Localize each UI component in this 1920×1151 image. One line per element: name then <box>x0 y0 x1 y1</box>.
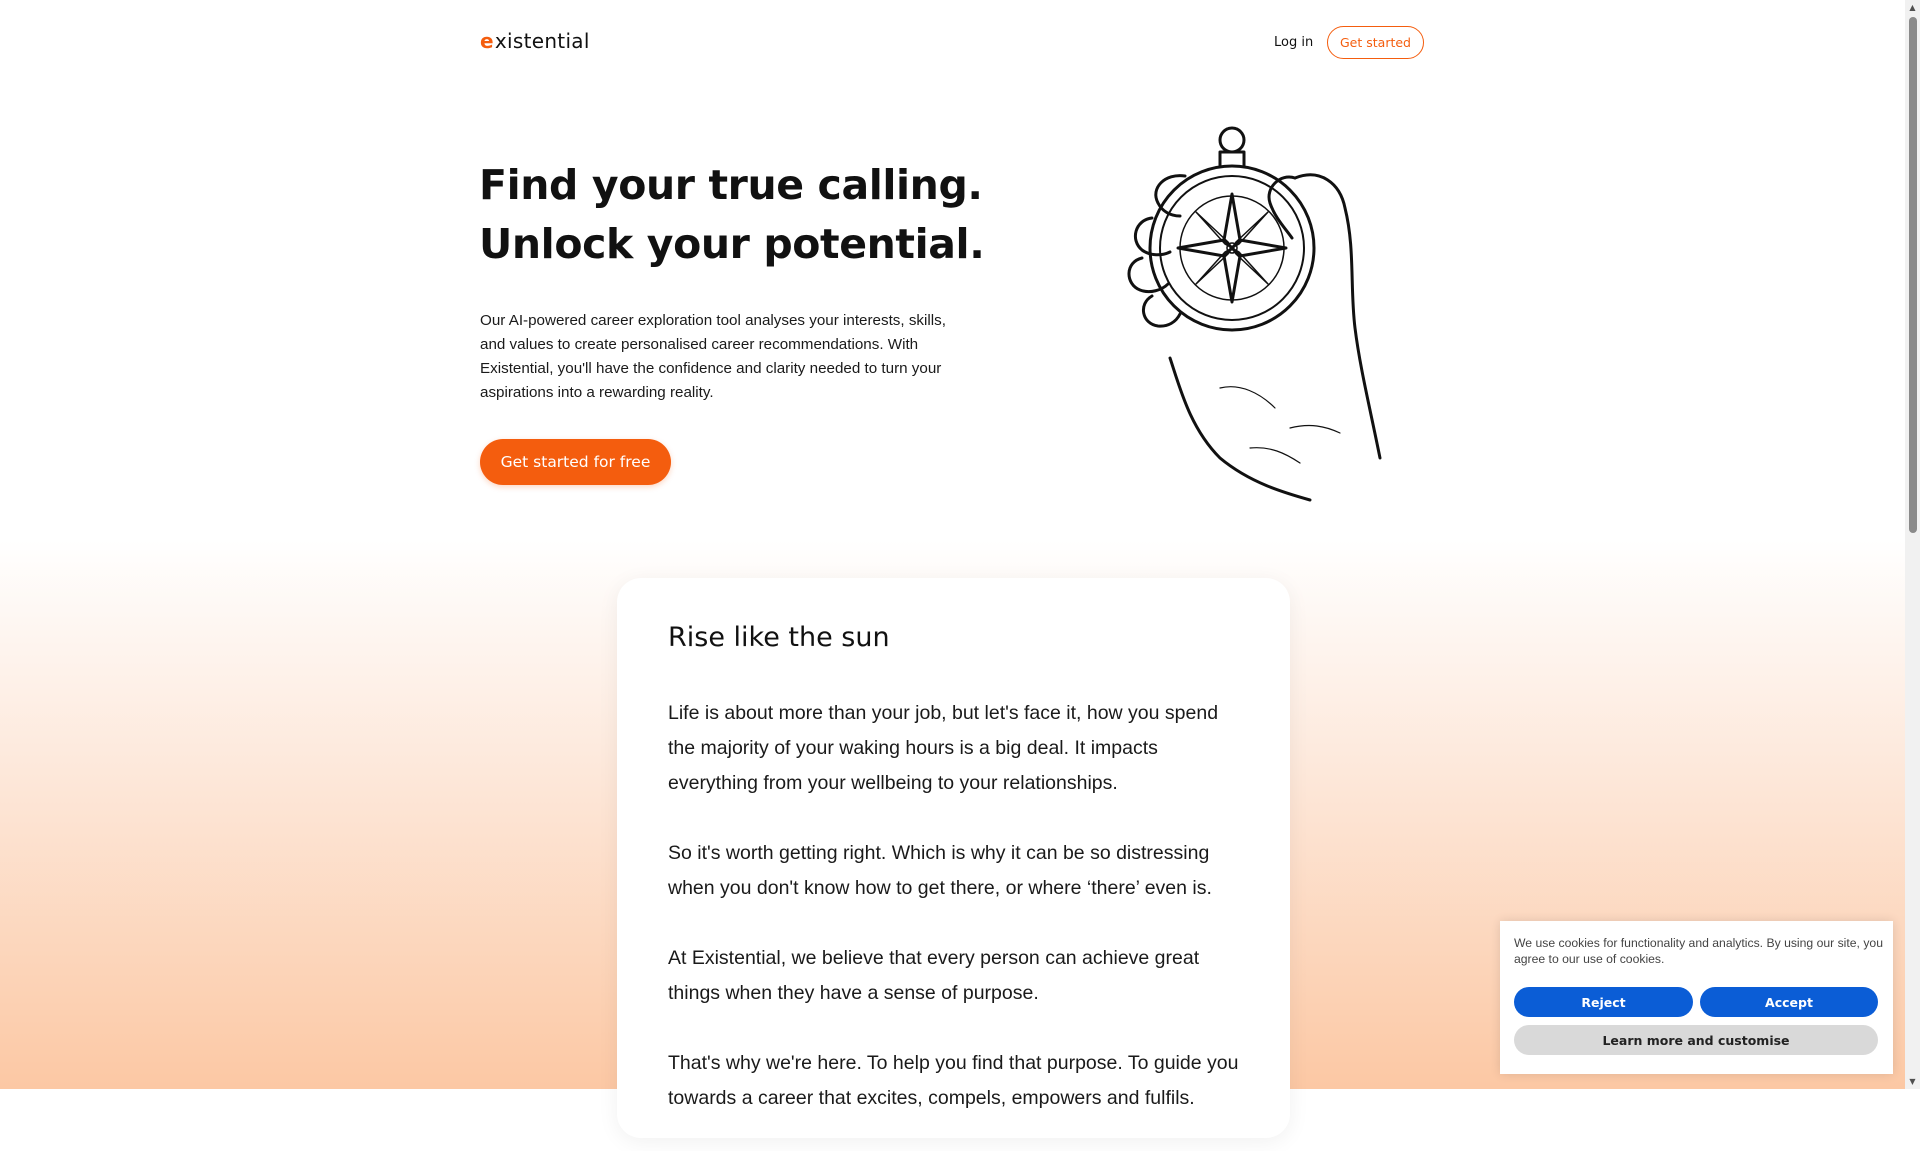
story-title: Rise like the sun <box>668 622 890 653</box>
story-paragraph: So it's worth getting right. Which is why it can be so distressing when you don't know how to get there, or where ‘there’ even is. <box>668 842 1212 899</box>
customise-cookies-button[interactable]: Learn more and customise <box>1514 1025 1878 1055</box>
get-started-button[interactable]: Get started <box>1327 26 1424 59</box>
scroll-down-arrow-icon[interactable]: ▼ <box>1909 1077 1916 1086</box>
login-link[interactable]: Log in <box>1274 35 1314 50</box>
hero-description: Our AI-powered career exploration tool analyses your interests, skills, and values to create personalised career recommendations. With Existential, you'll have the confidence and clarity needed to turn your aspirations into a rewarding reality. <box>480 312 946 401</box>
story-body <box>668 696 1248 1151</box>
logo[interactable] <box>480 29 590 53</box>
reject-cookies-button[interactable]: Reject <box>1514 987 1693 1017</box>
scrollbar[interactable] <box>1905 0 1920 1089</box>
story-paragraph: Life is about more than your job, but let's face it, how you spend the majority of your waking hours is a big deal. It impacts everything from your wellbeing to your relationships. <box>668 702 1219 794</box>
story-paragraph: That's why we're here. To help you find that purpose. To guide you towards a career that excites, compels, empowers and fulfils. <box>668 1052 1239 1109</box>
logo-mark-icon: e <box>480 29 494 53</box>
cookie-banner <box>1500 921 1893 1074</box>
hero-title-line-2: Unlock your potential. <box>479 220 985 268</box>
cookie-text: We use cookies for functionality and analytics. By using our site, you agree to our use of cookies. <box>1514 936 1883 966</box>
hero-title-line-1: Find your true calling. <box>479 161 983 209</box>
get-started-free-button[interactable]: Get started for free <box>480 439 671 485</box>
hand-compass-illustration <box>1070 128 1390 500</box>
story-paragraph: At Existential, we believe that every person can achieve great things when they have a sense of purpose. <box>668 947 1200 1004</box>
hero-title <box>479 156 984 274</box>
scroll-up-arrow-icon[interactable]: ▲ <box>1909 3 1916 12</box>
scrollbar-thumb[interactable] <box>1909 17 1917 533</box>
story-card <box>617 578 1290 1138</box>
accept-cookies-button[interactable]: Accept <box>1700 987 1878 1017</box>
logo-text: xistential <box>494 29 590 53</box>
